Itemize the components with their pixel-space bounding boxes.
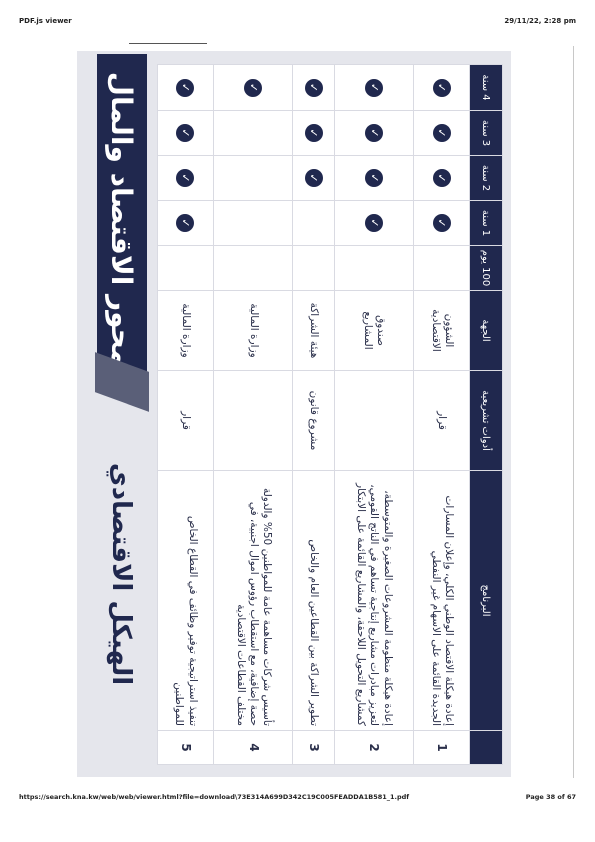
row-tools xyxy=(213,371,292,471)
cell-2-year xyxy=(293,156,334,201)
cell-4-year xyxy=(293,65,334,111)
program-table xyxy=(157,64,503,765)
cell-1-year xyxy=(334,201,413,246)
cell-1-year xyxy=(158,201,214,246)
cell-3-year xyxy=(213,111,292,156)
cell-2-year xyxy=(213,156,292,201)
check-icon: ✓ xyxy=(176,124,194,142)
row-number: 2 xyxy=(334,731,413,765)
row-number: 5 xyxy=(158,731,214,765)
cell-100-days xyxy=(334,246,413,291)
cell-100-days xyxy=(414,246,470,291)
check-icon: ✓ xyxy=(433,169,451,187)
table-row xyxy=(334,65,413,765)
cell-3-year xyxy=(414,111,470,156)
cell-2-year xyxy=(334,156,413,201)
header-no xyxy=(470,731,503,765)
cell-2-year xyxy=(158,156,214,201)
row-entity: وزارة المالية xyxy=(158,291,214,371)
header-100-days: 100 يوم xyxy=(470,246,503,291)
header-4-year: 4 سنة xyxy=(470,65,503,111)
print-footer-page: Page 38 of 67 xyxy=(525,793,576,801)
header-2-year: 2 سنة xyxy=(470,156,503,201)
check-icon: ✓ xyxy=(433,124,451,142)
cell-3-year xyxy=(293,111,334,156)
cell-1-year xyxy=(293,201,334,246)
row-number: 1 xyxy=(414,731,470,765)
cell-2-year xyxy=(414,156,470,201)
row-program: تأسيس شركات مساهمة عامة للمواطنين 50% والدولة حصة إضافية، مع استقطاب رؤوس اموال اجنبية، في مختلف القطاعات الاقتصادية xyxy=(213,471,292,731)
table-header-row xyxy=(470,65,503,765)
cell-100-days xyxy=(293,246,334,291)
section-title: الهيكل الاقتصادي xyxy=(106,462,136,686)
axis-title: محور الاقتصاد والمال xyxy=(97,54,147,384)
table-row xyxy=(414,65,470,765)
header-program: البرنامج xyxy=(470,471,503,731)
rotated-document xyxy=(81,54,511,774)
cell-4-year xyxy=(414,65,470,111)
header-1-year: 1 سنة xyxy=(470,201,503,246)
row-tools: قرار xyxy=(414,371,470,471)
cell-3-year xyxy=(334,111,413,156)
check-icon: ✓ xyxy=(176,214,194,232)
cell-4-year xyxy=(213,65,292,111)
row-program: إعادة هيكلة الاقتصاد الوطني الكلي، وإعلان المسارات الجديدة القائمة على الاسهام غير النفطي xyxy=(414,471,470,731)
header-3-year: 3 سنة xyxy=(470,111,503,156)
table-row xyxy=(213,65,292,765)
check-icon: ✓ xyxy=(365,169,383,187)
header-tools: أدوات تشريعية xyxy=(470,371,503,471)
check-icon: ✓ xyxy=(365,214,383,232)
row-number: 4 xyxy=(213,731,292,765)
header-entity: الجهة xyxy=(470,291,503,371)
check-icon: ✓ xyxy=(176,79,194,97)
cell-3-year xyxy=(158,111,214,156)
row-entity: الشؤون الاقتصادية xyxy=(414,291,470,371)
row-tools: قرار xyxy=(158,371,214,471)
cell-4-year xyxy=(334,65,413,111)
cell-100-days xyxy=(158,246,214,291)
check-icon: ✓ xyxy=(244,79,262,97)
print-header-title: PDF.js viewer xyxy=(19,17,72,25)
row-tools xyxy=(334,371,413,471)
table-row xyxy=(293,65,334,765)
check-icon: ✓ xyxy=(305,169,323,187)
cell-100-days xyxy=(213,246,292,291)
check-icon: ✓ xyxy=(433,214,451,232)
header-rule xyxy=(129,43,207,44)
check-icon: ✓ xyxy=(305,124,323,142)
row-entity: صندوق المشاريع xyxy=(334,291,413,371)
table-row xyxy=(158,65,214,765)
check-icon: ✓ xyxy=(305,79,323,97)
check-icon: ✓ xyxy=(176,169,194,187)
row-program: تطوير الشراكة بين القطاعين العام والخاص xyxy=(293,471,334,731)
page-edge xyxy=(573,46,574,778)
row-number: 3 xyxy=(293,731,334,765)
row-program: تنفيذ استراتيجية توفير وظائف في القطاع الخاص للمواطنين xyxy=(158,471,214,731)
check-icon: ✓ xyxy=(433,79,451,97)
check-icon: ✓ xyxy=(365,79,383,97)
print-footer-url: https://search.kna.kw/web/web/viewer.html?file=download\73E314A699D342C19C005FEADDA1B581_1.pdf xyxy=(19,793,410,801)
print-header-datetime: 29/11/22, 2:28 pm xyxy=(504,17,576,25)
row-program: إعادة هيكلة منظومة المشروعات الصغيرة والمتوسطة، لتعزيز مبادرات مشاريع إنتاجية تساهم في الناتج القومي، كمشاريع التحويل اللاحقة، والمشاريع القائمة على الابتكار xyxy=(334,471,413,731)
row-tools: مشروع قانون xyxy=(293,371,334,471)
row-entity: وزارة المالية xyxy=(213,291,292,371)
row-entity: هيئة الشراكة xyxy=(293,291,334,371)
cell-1-year xyxy=(414,201,470,246)
check-icon: ✓ xyxy=(365,124,383,142)
cell-1-year xyxy=(213,201,292,246)
cell-4-year xyxy=(158,65,214,111)
